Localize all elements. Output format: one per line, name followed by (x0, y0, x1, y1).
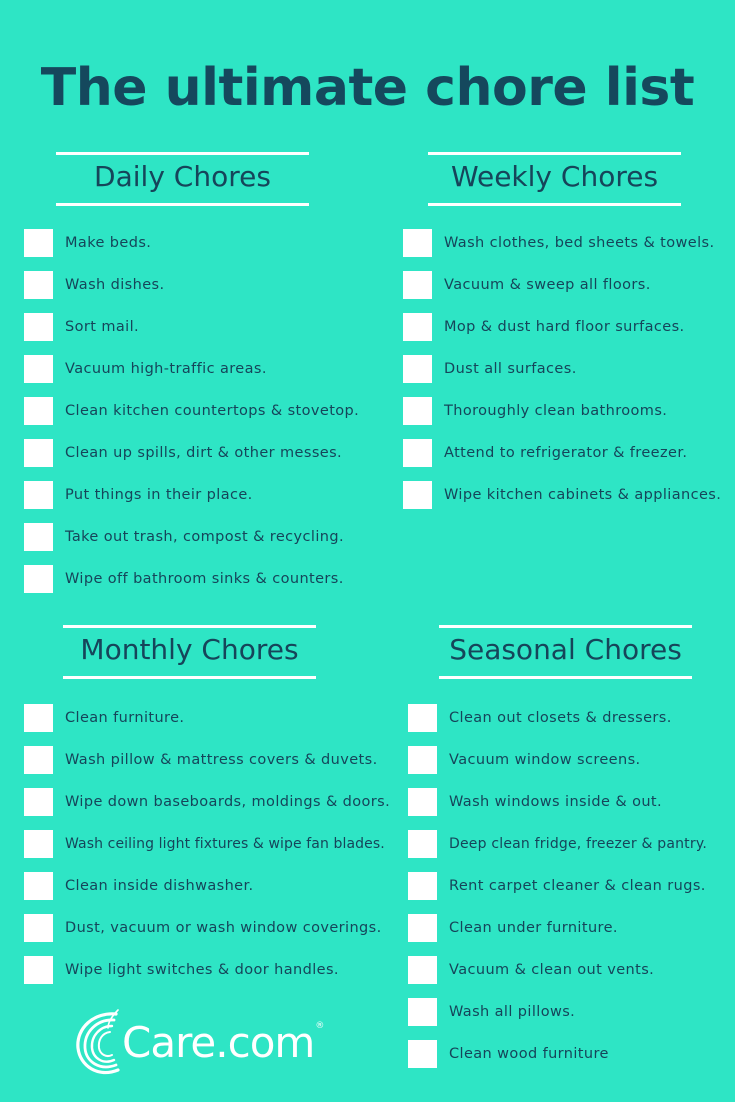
checkbox[interactable] (403, 313, 432, 341)
checkbox[interactable] (403, 397, 432, 425)
checkbox[interactable] (24, 830, 53, 858)
logo-text: Care.com (122, 1018, 315, 1067)
checkbox[interactable] (24, 746, 53, 774)
checkbox[interactable] (24, 313, 53, 341)
item-label: Clean under furniture. (449, 920, 618, 936)
item-label: Wipe down baseboards, moldings & doors. (65, 794, 391, 810)
item-label: Wipe kitchen cabinets & appliances. (444, 487, 722, 503)
logo-wordmark (122, 1018, 324, 1067)
checkbox[interactable] (24, 439, 53, 467)
item-label: Clean out closets & dressers. (449, 710, 672, 726)
list-item[interactable] (24, 787, 390, 817)
daily-heading: Daily Chores (56, 152, 309, 206)
list-item[interactable] (408, 997, 575, 1027)
registered-mark: ® (315, 1021, 324, 1031)
list-item[interactable] (24, 354, 267, 384)
checkbox[interactable] (403, 481, 432, 509)
item-label: Dust, vacuum or wash window coverings. (65, 920, 382, 936)
list-item[interactable] (403, 480, 721, 510)
list-item[interactable] (24, 564, 344, 594)
care-swirl-icon (72, 1008, 128, 1078)
item-label: Sort mail. (65, 319, 140, 335)
list-item[interactable] (24, 913, 382, 943)
list-item[interactable] (408, 703, 672, 733)
checkbox[interactable] (24, 788, 53, 816)
item-label: Deep clean fridge, freezer & pantry. (449, 836, 707, 852)
checkbox[interactable] (24, 565, 53, 593)
item-label: Wash dishes. (65, 277, 165, 293)
list-item[interactable] (408, 829, 707, 859)
item-label: Vacuum & sweep all floors. (444, 277, 651, 293)
item-label: Wash pillow & mattress covers & duvets. (65, 752, 378, 768)
list-item[interactable] (24, 829, 385, 859)
item-label: Thoroughly clean bathrooms. (444, 403, 668, 419)
checkbox[interactable] (403, 355, 432, 383)
list-item[interactable] (24, 312, 139, 342)
item-label: Vacuum window screens. (449, 752, 641, 768)
item-label: Clean furniture. (65, 710, 185, 726)
checkbox[interactable] (408, 914, 437, 942)
checkbox[interactable] (408, 956, 437, 984)
item-label: Take out trash, compost & recycling. (65, 529, 344, 545)
checkbox[interactable] (408, 998, 437, 1026)
checkbox[interactable] (403, 271, 432, 299)
checkbox[interactable] (24, 956, 53, 984)
list-item[interactable] (24, 228, 151, 258)
checkbox[interactable] (24, 523, 53, 551)
item-label: Wash all pillows. (449, 1004, 576, 1020)
page-title: The ultimate chore list (40, 58, 695, 118)
list-item[interactable] (24, 438, 342, 468)
checkbox[interactable] (24, 704, 53, 732)
item-label: Wash ceiling light fixtures & wipe fan blades. (65, 836, 385, 852)
list-item[interactable] (408, 871, 706, 901)
item-label: Wipe light switches & door handles. (65, 962, 339, 978)
item-label: Vacuum high-traffic areas. (65, 361, 267, 377)
list-item[interactable] (408, 955, 654, 985)
list-item[interactable] (24, 955, 339, 985)
item-label: Make beds. (65, 235, 152, 251)
item-label: Mop & dust hard floor surfaces. (444, 319, 685, 335)
checkbox[interactable] (24, 481, 53, 509)
checkbox[interactable] (408, 872, 437, 900)
list-item[interactable] (408, 1039, 609, 1069)
list-item[interactable] (24, 871, 254, 901)
list-item[interactable] (408, 913, 618, 943)
item-label: Attend to refrigerator & freezer. (444, 445, 688, 461)
seasonal-heading: Seasonal Chores (439, 625, 692, 679)
checkbox[interactable] (24, 872, 53, 900)
item-label: Clean up spills, dirt & other messes. (65, 445, 343, 461)
item-label: Put things in their place. (65, 487, 253, 503)
checkbox[interactable] (408, 788, 437, 816)
list-item[interactable] (24, 703, 184, 733)
item-label: Rent carpet cleaner & clean rugs. (449, 878, 706, 894)
list-item[interactable] (24, 270, 165, 300)
list-item[interactable] (24, 745, 378, 775)
item-label: Clean inside dishwasher. (65, 878, 254, 894)
list-item[interactable] (403, 312, 685, 342)
list-item[interactable] (408, 745, 641, 775)
checkbox[interactable] (403, 439, 432, 467)
item-label: Wash clothes, bed sheets & towels. (444, 235, 715, 251)
checkbox[interactable] (403, 229, 432, 257)
item-label: Wipe off bathroom sinks & counters. (65, 571, 344, 587)
item-label: Vacuum & clean out vents. (449, 962, 655, 978)
list-item[interactable] (24, 522, 344, 552)
checkbox[interactable] (24, 397, 53, 425)
item-label: Clean wood furniture (449, 1046, 609, 1062)
list-item[interactable] (24, 396, 359, 426)
list-item[interactable] (403, 438, 687, 468)
item-label: Clean kitchen countertops & stovetop. (65, 403, 360, 419)
checkbox[interactable] (24, 914, 53, 942)
checkbox[interactable] (24, 355, 53, 383)
checkbox[interactable] (408, 1040, 437, 1068)
checkbox[interactable] (408, 830, 437, 858)
list-item[interactable] (403, 396, 667, 426)
list-item[interactable] (403, 270, 651, 300)
list-item[interactable] (403, 354, 577, 384)
item-label: Wash windows inside & out. (449, 794, 663, 810)
monthly-heading: Monthly Chores (63, 625, 316, 679)
checkbox[interactable] (24, 271, 53, 299)
checkbox[interactable] (408, 704, 437, 732)
checkbox[interactable] (408, 746, 437, 774)
list-item[interactable] (24, 480, 253, 510)
list-item[interactable] (408, 787, 662, 817)
list-item[interactable] (403, 228, 715, 258)
weekly-heading: Weekly Chores (428, 152, 681, 206)
item-label: Dust all surfaces. (444, 361, 577, 377)
care-logo (72, 1008, 323, 1078)
checkbox[interactable] (24, 229, 53, 257)
